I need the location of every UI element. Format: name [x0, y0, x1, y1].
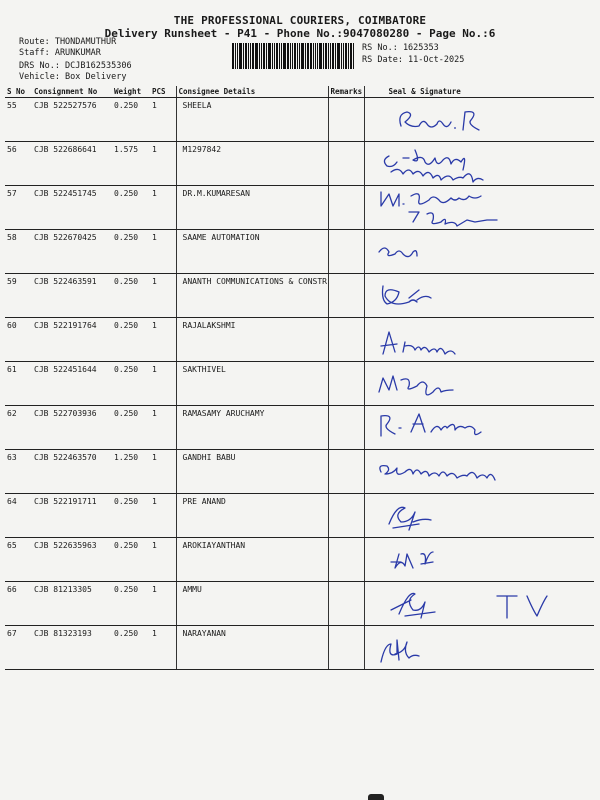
pieces-count: 1	[150, 274, 176, 318]
table-row	[5, 230, 594, 274]
signature-cell	[364, 362, 594, 406]
handwritten-signature	[369, 274, 574, 316]
consignment-number: CJB 81323193	[32, 626, 112, 670]
table-row	[5, 318, 594, 362]
signature-cell	[364, 538, 594, 582]
weight-value: 0.250	[112, 230, 150, 274]
barcode-bar	[315, 43, 316, 69]
serial-number: 63	[5, 450, 32, 494]
signature-cell	[364, 186, 594, 230]
handwritten-signature	[369, 318, 574, 360]
pieces-count: 1	[150, 538, 176, 582]
barcode-bar	[343, 43, 344, 69]
table-row	[5, 186, 594, 230]
rs-date: RS Date: 11-Oct-2025	[362, 55, 465, 65]
delivery-table	[5, 86, 594, 670]
column-header: Consignee Details	[176, 86, 328, 98]
serial-number: 67	[5, 626, 32, 670]
consignee-name: SAKTHIVEL	[176, 362, 328, 406]
serial-number: 57	[5, 186, 32, 230]
handwritten-signature	[369, 230, 574, 272]
serial-number: 56	[5, 142, 32, 186]
barcode-bar	[310, 43, 312, 69]
barcode-bar	[323, 43, 324, 69]
serial-number: 59	[5, 274, 32, 318]
barcode-bar	[330, 43, 331, 69]
column-header: Consignment No	[32, 86, 112, 98]
barcode-bar	[250, 43, 251, 69]
remarks-cell	[328, 230, 364, 274]
handwritten-signature	[369, 538, 574, 580]
table-row	[5, 450, 594, 494]
barcode-bar	[245, 43, 247, 69]
consignee-name: SAAME AUTOMATION	[176, 230, 328, 274]
serial-number: 60	[5, 318, 32, 362]
signature-drawing	[369, 274, 574, 320]
vehicle-label: Vehicle: Box Delivery	[19, 72, 127, 82]
weight-value: 0.250	[112, 626, 150, 670]
table-row	[5, 98, 594, 142]
weight-value: 1.250	[112, 450, 150, 494]
pieces-count: 1	[150, 98, 176, 142]
signature-drawing	[369, 362, 574, 408]
handwritten-signature	[369, 406, 574, 448]
barcode-bar	[281, 43, 282, 69]
consignee-name: M1297842	[176, 142, 328, 186]
signature-drawing	[369, 98, 574, 144]
barcode-bar	[325, 43, 327, 69]
barcode-bar	[353, 43, 354, 69]
serial-number: 58	[5, 230, 32, 274]
remarks-cell	[328, 362, 364, 406]
barcode-bar	[232, 43, 234, 69]
pieces-count: 1	[150, 494, 176, 538]
table-row	[5, 626, 594, 670]
signature-drawing	[369, 450, 574, 496]
barcode-bar	[348, 43, 349, 69]
barcode-bar	[290, 43, 291, 69]
barcode-bar	[328, 43, 329, 69]
column-header: Remarks	[328, 86, 364, 98]
remarks-cell	[328, 98, 364, 142]
handwritten-signature	[369, 142, 574, 184]
remarks-cell	[328, 450, 364, 494]
consignment-number: CJB 81213305	[32, 582, 112, 626]
barcode-bar	[350, 43, 352, 69]
pieces-count: 1	[150, 362, 176, 406]
consignee-name: AMMU	[176, 582, 328, 626]
barcode-bar	[287, 43, 289, 69]
signature-drawing	[369, 494, 574, 540]
barcode-bar	[259, 43, 260, 69]
rs-number: RS No.: 1625353	[362, 43, 439, 53]
serial-number: 65	[5, 538, 32, 582]
consignment-number: CJB 522635963	[32, 538, 112, 582]
consignee-name: PRE ANAND	[176, 494, 328, 538]
barcode-bar	[292, 43, 293, 69]
pieces-count: 1	[150, 626, 176, 670]
signature-cell	[364, 142, 594, 186]
table-row	[5, 274, 594, 318]
weight-value: 0.250	[112, 98, 150, 142]
signature-drawing	[369, 582, 574, 628]
remarks-cell	[328, 626, 364, 670]
remarks-cell	[328, 582, 364, 626]
remarks-cell	[328, 274, 364, 318]
remarks-cell	[328, 494, 364, 538]
remarks-cell	[328, 406, 364, 450]
consignment-number: CJB 522463570	[32, 450, 112, 494]
signature-drawing	[369, 626, 574, 672]
handwritten-signature	[369, 626, 574, 668]
remarks-cell	[328, 538, 364, 582]
handwritten-signature	[369, 98, 574, 140]
staff-label: Staff: ARUNKUMAR	[19, 48, 101, 58]
consignee-name: RAJALAKSHMI	[176, 318, 328, 362]
handwritten-signature	[369, 450, 574, 492]
serial-number: 64	[5, 494, 32, 538]
barcode-bar	[294, 43, 296, 69]
serial-number: 62	[5, 406, 32, 450]
barcode-bar	[272, 43, 273, 69]
table-row	[5, 406, 594, 450]
table-row	[5, 582, 594, 626]
barcode-bar	[276, 43, 278, 69]
consignment-number: CJB 522451644	[32, 362, 112, 406]
remarks-cell	[328, 186, 364, 230]
barcode-bar	[307, 43, 309, 69]
barcode-bar	[299, 43, 300, 69]
table-row	[5, 362, 594, 406]
consignee-name: RAMASAMY ARUCHAMY	[176, 406, 328, 450]
barcode-bar	[255, 43, 258, 69]
signature-cell	[364, 406, 594, 450]
consignment-number: CJB 522463591	[32, 274, 112, 318]
barcode-bar	[239, 43, 242, 69]
barcode-icon	[232, 43, 358, 69]
weight-value: 0.250	[112, 406, 150, 450]
signature-drawing	[369, 230, 574, 276]
signature-cell	[364, 274, 594, 318]
barcode-bar	[266, 43, 267, 69]
signature-cell	[364, 626, 594, 670]
signature-cell	[364, 494, 594, 538]
pieces-count: 1	[150, 406, 176, 450]
pieces-count: 1	[150, 142, 176, 186]
weight-value: 0.250	[112, 538, 150, 582]
table-row	[5, 538, 594, 582]
weight-value: 0.250	[112, 494, 150, 538]
consignment-number: CJB 522703936	[32, 406, 112, 450]
weight-value: 0.250	[112, 582, 150, 626]
signature-cell	[364, 450, 594, 494]
signature-cell	[364, 582, 594, 626]
consignee-name: ANANTH COMMUNICATIONS & CONSTR	[176, 274, 328, 318]
barcode-bar	[337, 43, 340, 69]
pieces-count: 1	[150, 230, 176, 274]
consignment-number: CJB 522527576	[32, 98, 112, 142]
barcode-bar	[305, 43, 306, 69]
signature-drawing	[369, 142, 574, 188]
pieces-count: 1	[150, 450, 176, 494]
barcode-bar	[283, 43, 286, 69]
weight-value: 0.250	[112, 186, 150, 230]
barcode-bar	[297, 43, 298, 69]
signature-cell	[364, 318, 594, 362]
consignment-number: CJB 522670425	[32, 230, 112, 274]
consignee-name: NARAYANAN	[176, 626, 328, 670]
remarks-cell	[328, 318, 364, 362]
barcode-bar	[261, 43, 262, 69]
table-row	[5, 494, 594, 538]
barcode-bar	[274, 43, 275, 69]
serial-number: 61	[5, 362, 32, 406]
serial-number: 66	[5, 582, 32, 626]
column-header: Weight	[112, 86, 150, 98]
weight-value: 0.250	[112, 362, 150, 406]
barcode-bar	[332, 43, 334, 69]
column-header: Seal & Signature	[364, 86, 594, 98]
route-label: Route: THONDAMUTHUR	[19, 37, 117, 47]
consignment-number: CJB 522191711	[32, 494, 112, 538]
signature-drawing	[369, 318, 574, 364]
company-title: THE PROFESSIONAL COURIERS, COIMBATORE	[173, 14, 427, 27]
serial-number: 55	[5, 98, 32, 142]
barcode-bar	[279, 43, 280, 69]
signature-drawing	[369, 538, 574, 584]
table-header-row	[5, 86, 594, 98]
table-row	[5, 142, 594, 186]
consignment-number: CJB 522686641	[32, 142, 112, 186]
barcode-bar	[341, 43, 342, 69]
barcode-bar	[248, 43, 249, 69]
barcode-bar	[243, 43, 244, 69]
pieces-count: 1	[150, 186, 176, 230]
handwritten-signature	[369, 186, 574, 228]
pieces-count: 1	[150, 318, 176, 362]
barcode-bar	[252, 43, 254, 69]
consignment-number: CJB 522191764	[32, 318, 112, 362]
runsheet-subtitle: Delivery Runsheet - P41 - Phone No.:9047080280 - Page No.:6	[104, 27, 496, 40]
drs-number: DRS No.: DCJB162535306	[19, 61, 132, 71]
column-header: S No	[5, 86, 32, 98]
signature-cell	[364, 98, 594, 142]
signature-cell	[364, 230, 594, 274]
signature-drawing	[369, 186, 574, 232]
weight-value: 0.250	[112, 274, 150, 318]
table-body	[5, 98, 594, 670]
barcode-bar	[335, 43, 336, 69]
consignee-name: SHEELA	[176, 98, 328, 142]
handwritten-signature	[369, 362, 574, 404]
weight-value: 0.250	[112, 318, 150, 362]
barcode-bar	[235, 43, 236, 69]
barcode-bar	[237, 43, 238, 69]
barcode-bar	[319, 43, 322, 69]
barcode-bar	[317, 43, 318, 69]
weight-value: 1.575	[112, 142, 150, 186]
remarks-cell	[328, 142, 364, 186]
consignee-name: GANDHI BABU	[176, 450, 328, 494]
barcode-bar	[268, 43, 271, 69]
consignment-number: CJB 522451745	[32, 186, 112, 230]
consignee-name: DR.M.KUMARESAN	[176, 186, 328, 230]
barcode-bar	[263, 43, 265, 69]
handwritten-signature	[369, 582, 574, 624]
column-header: PCS	[150, 86, 176, 98]
barcode-bar	[313, 43, 314, 69]
barcode-bar	[345, 43, 347, 69]
consignee-name: AROKIAYANTHAN	[176, 538, 328, 582]
pieces-count: 1	[150, 582, 176, 626]
handwritten-signature	[369, 494, 574, 536]
barcode-bar	[301, 43, 304, 69]
signature-drawing	[369, 406, 574, 452]
page-edge-mark	[368, 794, 384, 800]
